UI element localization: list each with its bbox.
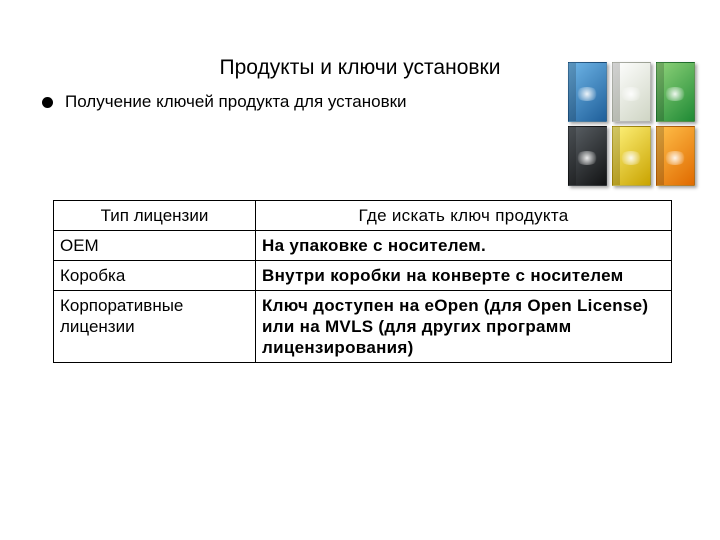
table-header-row <box>54 201 672 231</box>
product-box-icon <box>656 62 695 122</box>
key-location-cell: На упаковке с носителем. <box>256 231 672 261</box>
table-row <box>54 261 672 291</box>
table-row <box>54 231 672 261</box>
slide-title: Продукты и ключи установки <box>219 56 501 79</box>
header-key-location: Где искать ключ продукта <box>256 201 672 231</box>
bullet-text: Получение ключей продукта для установки <box>65 92 407 111</box>
key-location-cell: Внутри коробки на конверте с носителем <box>256 261 672 291</box>
product-box-icon <box>568 126 607 186</box>
product-box-icon <box>568 62 607 122</box>
header-license-type: Тип лицензии <box>54 201 256 231</box>
license-type-cell: Коробка <box>54 261 256 291</box>
product-box-icon <box>612 62 651 122</box>
bullet-item <box>42 92 407 112</box>
license-type-cell: OEM <box>54 231 256 261</box>
product-box-icon <box>656 126 695 186</box>
key-location-cell: Ключ доступен на eOpen (для Open License) или на MVLS (для других программ лицензирования) <box>256 291 672 363</box>
product-boxes-image <box>568 62 690 186</box>
product-box-icon <box>612 126 651 186</box>
license-type-cell: Корпоративные лицензии <box>54 291 256 363</box>
table-row <box>54 291 672 363</box>
license-table <box>53 200 672 363</box>
bullet-dot-icon <box>42 97 53 108</box>
